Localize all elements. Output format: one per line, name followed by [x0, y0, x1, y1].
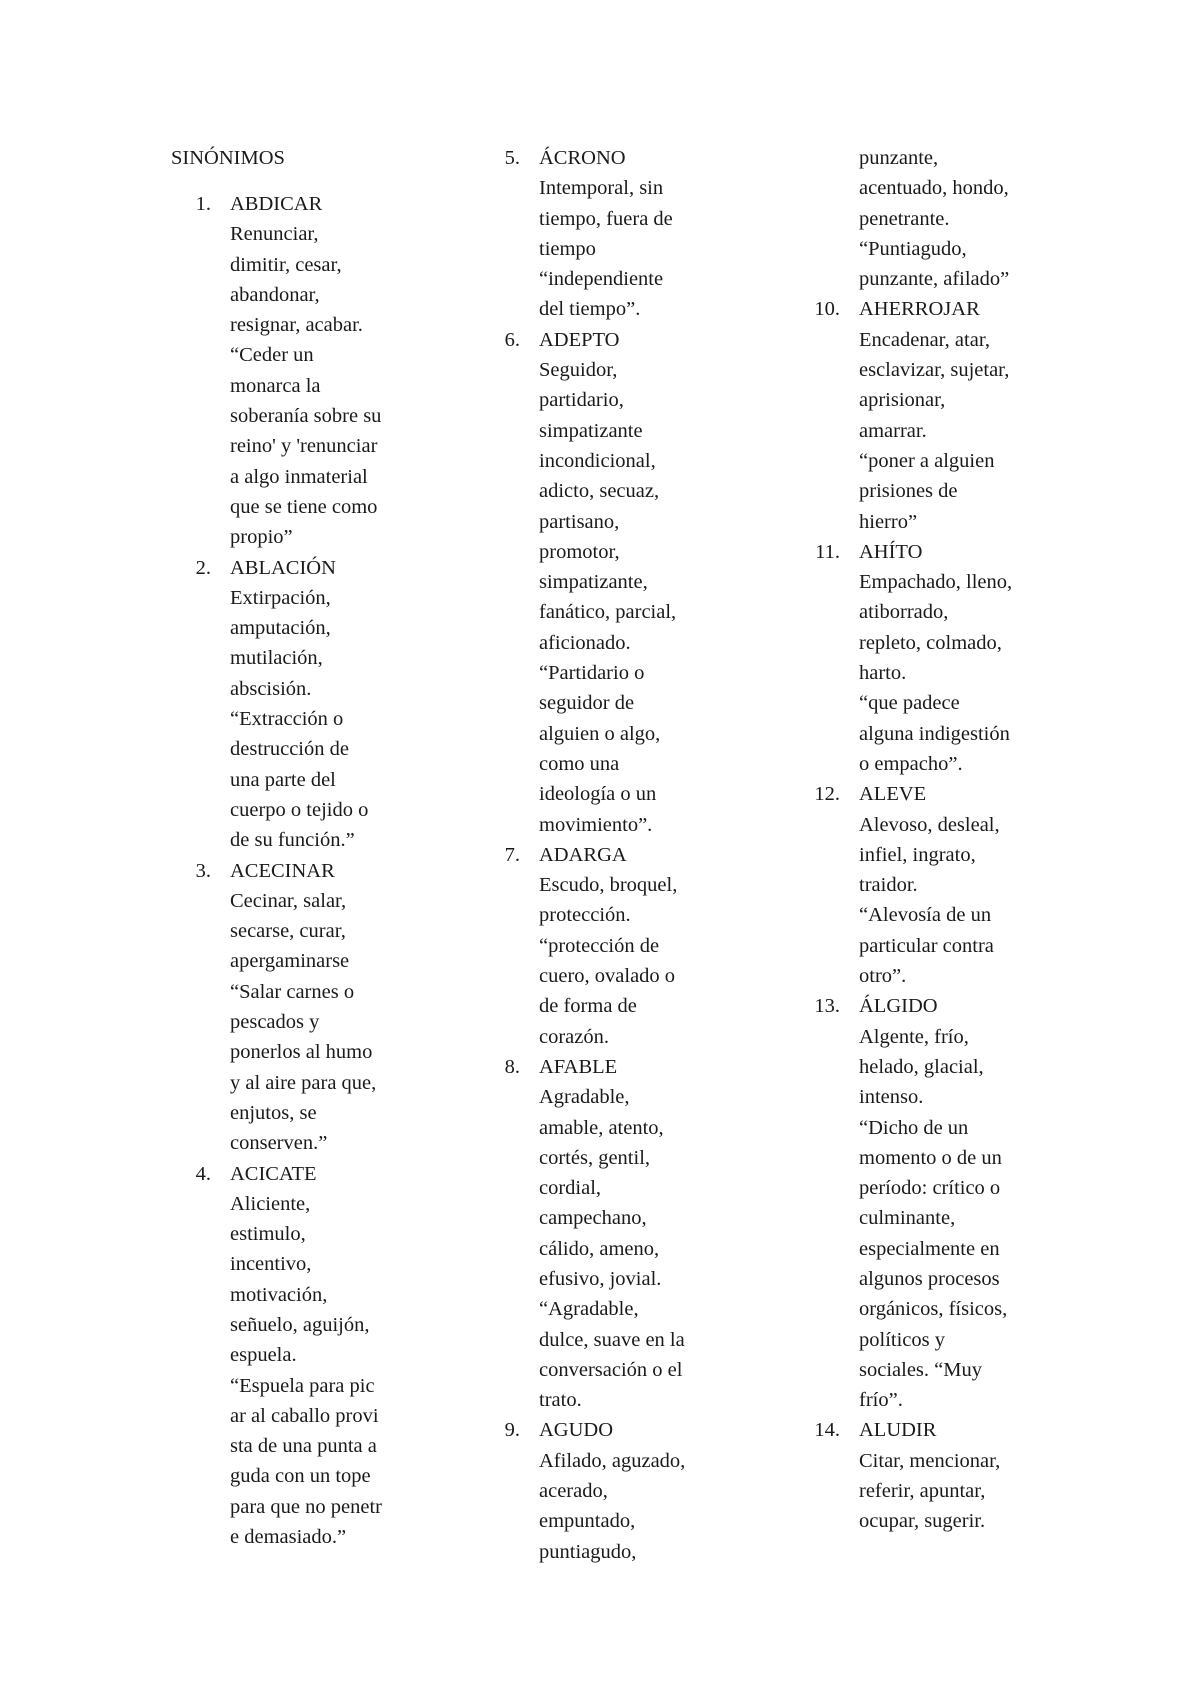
entry-line: Algente, frío,: [859, 1025, 969, 1048]
entry-line: “poner a alguien: [859, 449, 995, 472]
item-number: 11.: [815, 540, 840, 563]
entry-line: del tiempo”.: [539, 298, 641, 321]
entry-line: “Extracción o: [230, 708, 344, 731]
list-item: [800, 991, 1060, 1415]
entry-line: “Alevosía de un: [859, 904, 992, 927]
entry-line: amable, atento,: [539, 1116, 664, 1139]
list-item: [800, 779, 1060, 991]
entry-line: cuero, ovalado o: [539, 965, 676, 988]
entry-line: ar al caballo provi: [230, 1404, 379, 1427]
list-item: [171, 1159, 421, 1553]
entry-line: “Partidario o: [539, 662, 645, 685]
entry-headword: AHERROJAR: [859, 298, 980, 321]
entry-line: conserven.”: [230, 1132, 328, 1155]
entry-headword: AHÍTO: [859, 540, 923, 563]
entry-line: ocupar, sugerir.: [859, 1510, 986, 1533]
entry-line: enjutos, se: [230, 1101, 317, 1124]
entry-line: “que padece: [859, 692, 960, 715]
entry-line: empuntado,: [539, 1510, 636, 1533]
item-number: 12.: [814, 783, 840, 806]
entry-line: a algo inmaterial: [230, 465, 368, 488]
entry-line: orgánicos, físicos,: [859, 1298, 1008, 1321]
item-number: 7.: [504, 843, 520, 866]
entry-line: guda con un tope: [230, 1465, 371, 1488]
entry-line: hierro”: [859, 510, 918, 533]
item-number: 9.: [504, 1419, 520, 1442]
list-item: [171, 856, 421, 1159]
entry-line: “Dicho de un: [859, 1116, 969, 1139]
entry-headword: ACICATE: [230, 1162, 317, 1185]
entry-line: “Salar carnes o: [230, 980, 355, 1003]
entry-line: período: crítico o: [859, 1177, 1001, 1200]
item-number: 1.: [195, 193, 211, 215]
entry-line: amputación,: [230, 617, 331, 640]
entry-line: “Puntiagudo,: [859, 237, 967, 260]
entry-line: “Espuela para pic: [230, 1374, 375, 1397]
entry-line: e demasiado.”: [230, 1526, 347, 1549]
entry-line: propio”: [230, 526, 293, 549]
list-item: [480, 840, 740, 1052]
entry-line: Empachado, lleno,: [859, 571, 1013, 594]
entry-line: dulce, suave en la: [539, 1328, 685, 1351]
entry-line: “protección de: [539, 934, 660, 957]
entry-line: “Ceder un: [230, 344, 314, 367]
entry-line: sta de una punta a: [230, 1435, 377, 1458]
entry-line: señuelo, aguijón,: [230, 1313, 370, 1336]
entry-line: protección.: [539, 904, 631, 927]
item-number: 10.: [814, 298, 840, 321]
entry-line: dimitir, cesar,: [230, 253, 342, 276]
entry-line: reino' y 'renunciar: [230, 435, 378, 458]
continued-entry: [800, 143, 1060, 294]
list-item: [480, 1052, 740, 1416]
entry-line: aficionado.: [539, 631, 631, 654]
entry-line: de forma de: [539, 995, 637, 1018]
entry-line: Renunciar,: [230, 223, 319, 246]
entry-line: secarse, curar,: [230, 920, 346, 943]
list-item: [171, 553, 421, 856]
entry-line: repleto, colmado,: [859, 631, 1002, 654]
entry-line: acentuado, hondo,: [859, 177, 1009, 200]
entry-line: abscisión.: [230, 677, 312, 700]
entry-headword: AFABLE: [539, 1055, 618, 1078]
list-item: [480, 325, 740, 840]
entry-line: movimiento”.: [539, 813, 653, 836]
entry-line: Intemporal, sin: [539, 177, 664, 200]
entry-line: aprisionar,: [859, 389, 946, 412]
entry-line: esclavizar, sujetar,: [859, 359, 1010, 382]
item-number: 5.: [504, 147, 520, 169]
item-number: 6.: [504, 328, 520, 351]
entry-line: simpatizante,: [539, 571, 648, 594]
entry-line: alguien o algo,: [539, 722, 661, 745]
entry-line: apergaminarse: [230, 950, 350, 973]
entry-line: promotor,: [539, 540, 620, 563]
entry-line: Afilado, aguzado,: [539, 1449, 686, 1472]
entry-line: cordial,: [539, 1177, 602, 1200]
list-item: [171, 189, 421, 553]
entry-line: corazón.: [539, 1025, 609, 1048]
entry-line: alguna indigestión: [859, 722, 1010, 745]
entry-line: ideología o un: [539, 783, 657, 806]
entry-line: simpatizante: [539, 419, 643, 442]
entry-line: intenso.: [859, 1086, 924, 1109]
entry-line: motivación,: [230, 1283, 328, 1306]
entry-line: adicto, secuaz,: [539, 480, 660, 503]
entry-line: Extirpación,: [230, 586, 331, 609]
entry-line: referir, apuntar,: [859, 1480, 986, 1503]
entry-line: tiempo, fuera de: [539, 207, 673, 230]
entry-line: seguidor de: [539, 692, 635, 715]
entry-line: otro”.: [859, 965, 907, 988]
entry-line: puntiagudo,: [539, 1540, 637, 1563]
entry-headword: ALEVE: [859, 783, 927, 806]
entry-line: Aliciente,: [230, 1192, 311, 1215]
item-number: 13.: [814, 995, 840, 1018]
entry-line: punzante,: [859, 147, 939, 169]
entry-headword: ADARGA: [539, 843, 627, 866]
entry-line: partisano,: [539, 510, 620, 533]
entry-line: helado, glacial,: [859, 1055, 984, 1078]
entry-line: cálido, ameno,: [539, 1237, 660, 1260]
entry-line: Alevoso, desleal,: [859, 813, 1000, 836]
entry-line: Agradable,: [539, 1086, 630, 1109]
entry-headword: ÁCRONO: [539, 147, 626, 169]
entry-headword: ADEPTO: [539, 328, 620, 351]
entry-line: penetrante.: [859, 207, 950, 230]
entry-line: cortés, gentil,: [539, 1146, 651, 1169]
column-3: [800, 143, 1060, 1537]
entry-line: políticos y: [859, 1328, 945, 1351]
entry-line: tiempo: [539, 237, 596, 260]
entry-line: infiel, ingrato,: [859, 843, 976, 866]
entry-line: soberanía sobre su: [230, 405, 382, 428]
entry-line: o empacho”.: [859, 752, 963, 775]
entry-line: Seguidor,: [539, 359, 618, 382]
entry-line: momento o de un: [859, 1146, 1002, 1169]
entry-line: destrucción de: [230, 738, 349, 761]
list-item: [800, 1415, 1060, 1536]
entry-line: “Agradable,: [539, 1298, 639, 1321]
item-number: 3.: [195, 859, 211, 882]
entry-line: Citar, mencionar,: [859, 1449, 1001, 1472]
item-number: 8.: [504, 1055, 520, 1078]
entry-line: incondicional,: [539, 449, 656, 472]
document-title: SINÓNIMOS: [171, 147, 285, 169]
entry-headword: ABLACIÓN: [230, 556, 336, 579]
entry-line: como una: [539, 752, 620, 775]
column-1: [171, 189, 421, 1552]
entry-line: incentivo,: [230, 1253, 312, 1276]
entry-line: cuerpo o tejido o: [230, 798, 369, 821]
list-item: [800, 537, 1060, 779]
entry-line: punzante, afilado”: [859, 268, 1010, 291]
entry-line: particular contra: [859, 934, 994, 957]
entry-line: ponerlos al humo: [230, 1041, 373, 1064]
entry-line: campechano,: [539, 1207, 647, 1230]
column-2: [480, 143, 740, 1567]
entry-line: espuela.: [230, 1344, 297, 1367]
entry-line: prisiones de: [859, 480, 958, 503]
item-number: 2.: [195, 556, 211, 579]
entry-line: especialmente en: [859, 1237, 1000, 1260]
entry-line: sociales. “Muy: [859, 1358, 982, 1381]
entry-line: mutilación,: [230, 647, 323, 670]
entry-line: atiborrado,: [859, 601, 949, 624]
entry-line: una parte del: [230, 768, 336, 791]
item-number: 14.: [814, 1419, 840, 1442]
entry-line: abandonar,: [230, 283, 320, 306]
entry-headword: AGUDO: [539, 1419, 614, 1442]
entry-headword: ACECINAR: [230, 859, 335, 882]
entry-line: culminante,: [859, 1207, 956, 1230]
list-item: [800, 294, 1060, 536]
item-number: 4.: [195, 1162, 211, 1185]
entry-line: pescados y: [230, 1011, 320, 1034]
entry-headword: ALUDIR: [859, 1419, 937, 1442]
entry-line: y al aire para que,: [230, 1071, 377, 1094]
entry-line: amarrar.: [859, 419, 927, 442]
entry-line: Cecinar, salar,: [230, 889, 347, 912]
entry-line: fanático, parcial,: [539, 601, 677, 624]
entry-line: efusivo, jovial.: [539, 1267, 662, 1290]
entry-line: para que no penetr: [230, 1495, 382, 1518]
entry-line: Escudo, broquel,: [539, 874, 678, 897]
entry-line: frío”.: [859, 1389, 903, 1412]
entry-line: estimulo,: [230, 1223, 306, 1246]
entry-line: harto.: [859, 662, 907, 685]
entry-line: “independiente: [539, 268, 664, 291]
list-item: [480, 143, 740, 325]
entry-line: resignar, acabar.: [230, 314, 363, 337]
entry-line: Encadenar, atar,: [859, 328, 990, 351]
entry-headword: ABDICAR: [230, 193, 323, 215]
list-item: [480, 1415, 740, 1566]
entry-line: de su función.”: [230, 829, 355, 852]
entry-line: acerado,: [539, 1480, 608, 1503]
entry-line: algunos procesos: [859, 1267, 1000, 1290]
entry-headword: ÁLGIDO: [859, 995, 938, 1018]
entry-line: traidor.: [859, 874, 918, 897]
entry-line: monarca la: [230, 374, 321, 397]
entry-line: trato.: [539, 1389, 582, 1412]
entry-line: conversación o el: [539, 1358, 683, 1381]
entry-line: que se tiene como: [230, 495, 378, 518]
entry-line: partidario,: [539, 389, 624, 412]
